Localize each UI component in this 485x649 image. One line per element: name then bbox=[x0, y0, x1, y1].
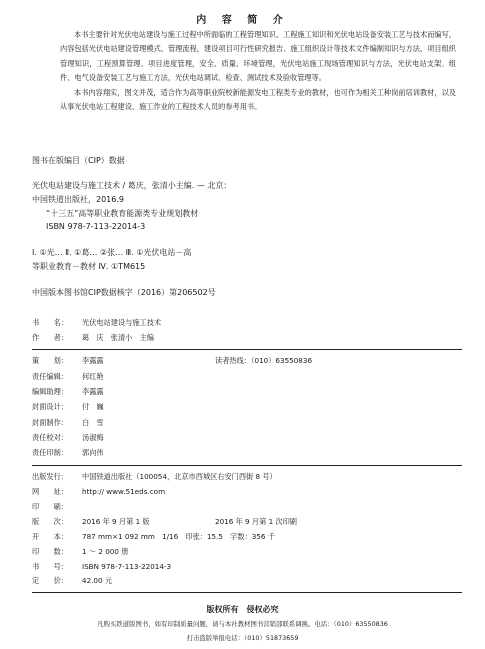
publish-row bbox=[32, 472, 277, 482]
divider bbox=[32, 465, 462, 466]
staff-label: 策 划： bbox=[32, 356, 68, 365]
staff-row bbox=[32, 433, 104, 443]
publish-label: 印 数： bbox=[32, 547, 68, 556]
replacement-notice: 凡购买铁道版图书，如有印制质量问题，请与本社教材图书营销部联系调换。电话：（010）63550836 bbox=[97, 620, 388, 628]
cip-line: Ⅰ. ①光… Ⅱ. ①葛… ②张… Ⅲ. ①光伏电站－高 bbox=[32, 248, 192, 257]
publish-label: 网 址： bbox=[32, 487, 68, 496]
publish-value: 2016 年 9 月第 1 版 bbox=[82, 517, 150, 526]
publish-label: 书 号： bbox=[32, 562, 68, 571]
publish-row bbox=[32, 502, 82, 512]
publish-row bbox=[32, 576, 112, 586]
publish-value: 787 mm×1 092 mm 1/16 印张：15.5 字数：356 千 bbox=[82, 532, 275, 541]
book-title-label: 书 名： bbox=[32, 318, 68, 327]
staff-value: 李露露 bbox=[82, 387, 104, 396]
publish-label: 出版发行： bbox=[32, 472, 68, 481]
divider bbox=[32, 349, 462, 350]
divider bbox=[32, 592, 462, 593]
publish-label: 版 次： bbox=[32, 517, 68, 526]
book-author-row bbox=[32, 333, 154, 343]
publish-value: http:// www.51eds.com bbox=[82, 487, 166, 496]
cip-heading: 图书在版编目（CIP）数据 bbox=[32, 156, 125, 165]
book-author-label: 作 者： bbox=[32, 333, 68, 342]
publish-label: 印 刷： bbox=[32, 502, 68, 511]
summary-paragraph: 本书主要针对光伏电站建设与施工过程中所面临的工程管理知识、工程施工知识和光伏电站设备安装工艺与技术而编写，内容包括光伏电站建设管理模式、管理流程，建设项目可行性研究报告、施工组织设计等技术文件编制知识与方法，项目组织管理知识，工程预算管理、项目进度管理，安全、质量、环境管理，光伏电站施工现场管理知识与方法，光伏电站支架、组件、电气设备安装工艺与施工方法，光伏电站调试、检查、测试技术及验收管理等。 bbox=[60, 30, 456, 83]
staff-label: 责任校对： bbox=[32, 433, 68, 442]
cip-line: “十三五”高等职业教育能源类专业规划教材 bbox=[46, 209, 199, 218]
book-title-row bbox=[32, 318, 161, 328]
staff-row bbox=[32, 372, 104, 382]
summary-paragraph: 本书内容翔实，图文并茂，适合作为高等职业院校新能源发电工程类专业的教材，也可作为相关工种岗前培训教材，以及从事光伏电站工程建设、施工作业的工程技术人员的参考用书。 bbox=[60, 87, 456, 112]
publish-value: 42.00 元 bbox=[82, 576, 113, 585]
staff-value: 李露露 bbox=[82, 356, 104, 365]
cip-line: ISBN 978-7-113-22014-3 bbox=[46, 222, 146, 231]
cip-line: 等职业教育－教材 Ⅳ. ①TM615 bbox=[32, 262, 146, 271]
cip-number: 中国版本图书馆CIP数据核字（2016）第206502号 bbox=[32, 288, 216, 297]
summary-title: 内 容 简 介 bbox=[196, 15, 289, 26]
staff-value: 白 雪 bbox=[82, 418, 104, 427]
staff-row bbox=[32, 448, 104, 458]
book-author-value: 葛 庆 张清小 主编 bbox=[82, 333, 154, 342]
book-title-value: 光伏电站建设与施工技术 bbox=[82, 318, 162, 327]
cip-line: 光伏电站建设与施工技术 / 葛庆，张清小主编. — 北京： bbox=[32, 181, 232, 190]
staff-value: 汤淑梅 bbox=[82, 433, 104, 442]
staff-value: 付 巍 bbox=[82, 402, 104, 411]
staff-label: 责任编辑： bbox=[32, 372, 68, 381]
print-date: 2016 年 9 月第 1 次印刷 bbox=[215, 517, 297, 526]
publish-value: ISBN 978-7-113-22014-3 bbox=[82, 562, 172, 571]
staff-row bbox=[32, 418, 104, 428]
staff-label: 责任印制： bbox=[32, 448, 68, 457]
staff-label: 封面设计： bbox=[32, 402, 68, 411]
summary-body bbox=[60, 28, 456, 114]
reader-hotline: 读者热线：（010）63550836 bbox=[215, 356, 313, 365]
cip-line: 中国铁道出版社，2016.9 bbox=[32, 195, 124, 204]
publish-label: 开 本： bbox=[32, 532, 68, 541]
publish-row bbox=[32, 547, 128, 557]
publish-value: 中国铁道出版社（100054，北京市西城区右安门西街 8 号） bbox=[82, 472, 277, 481]
staff-label: 封面制作： bbox=[32, 418, 68, 427]
publish-row bbox=[32, 487, 165, 497]
publish-label: 定 价： bbox=[32, 576, 68, 585]
staff-value: 何红艳 bbox=[82, 372, 104, 381]
publish-row bbox=[32, 532, 275, 542]
copyright-notice: 版权所有 侵权必究 bbox=[206, 605, 279, 614]
publish-row bbox=[32, 517, 150, 527]
publish-row bbox=[32, 562, 171, 572]
staff-row bbox=[32, 356, 104, 366]
staff-value: 郭向伟 bbox=[82, 448, 104, 457]
piracy-hotline: 打击盗版举报电话：（010）51873659 bbox=[186, 634, 299, 642]
staff-row bbox=[32, 402, 104, 412]
publish-value: 1 ～ 2 000 册 bbox=[82, 547, 129, 556]
staff-label: 编辑助理： bbox=[32, 387, 68, 396]
staff-row bbox=[32, 387, 104, 397]
